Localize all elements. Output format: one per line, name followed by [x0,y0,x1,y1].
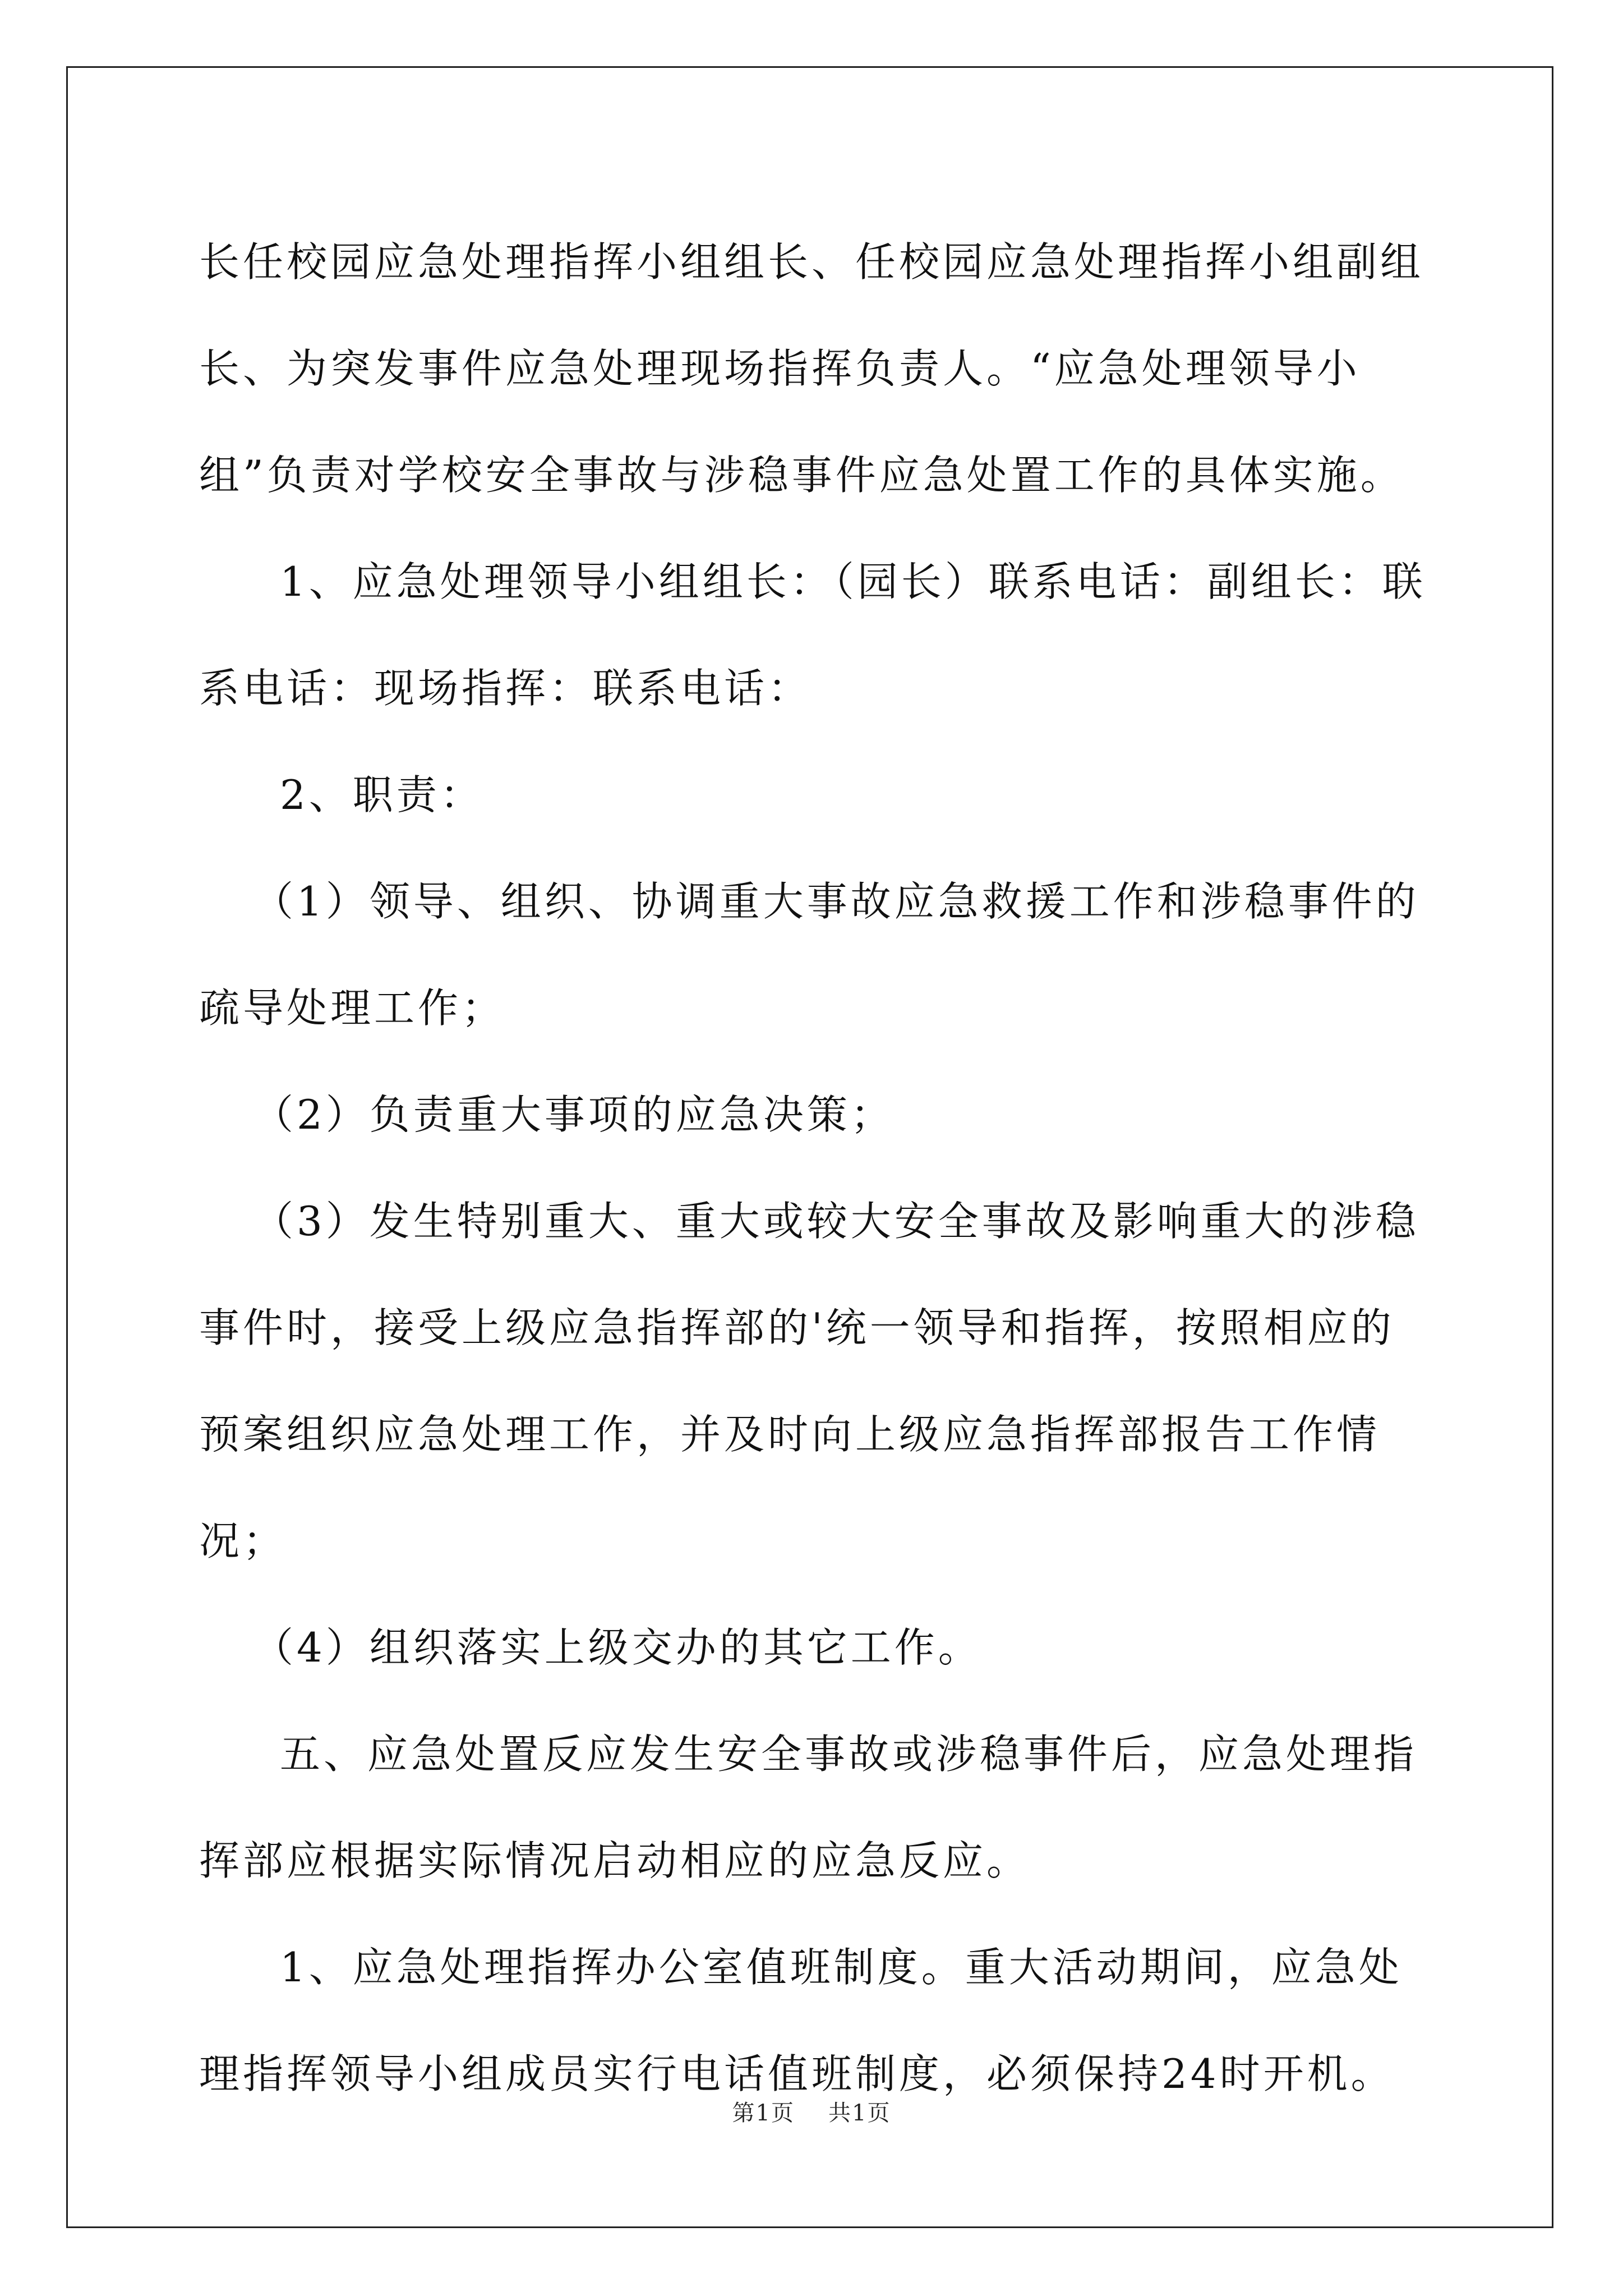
paragraph: （1）领导、组织、协调重大事故应急救援工作和涉稳事件的疏导处理工作； [199,878,1419,1032]
paragraph: 长任校园应急处理指挥小组组长、任校园应急处理指挥小组副组长、为突发事件应急处理现场指挥负责人。“应急处理领导小组”负责对学校安全事故与涉稳事件应急处置工作的具体实施。 [199,238,1424,499]
paragraph: 1、应急处理领导小组组长：（园长）联系电话：副组长：联系电话：现场指挥：联系电话： [199,558,1426,712]
page-total: 共1页 [828,2100,891,2126]
paragraph: 2、职责： [280,771,484,818]
paragraph: 1、应急处理指挥办公室值班制度。重大活动期间，应急处理指挥领导小组成员实行电话值班制度，必须保持24时开机。 [199,1944,1403,2097]
paragraph: （2）负责重大事项的应急决策； [253,1091,895,1138]
paragraph: （3）发生特别重大、重大或较大安全事故及影响重大的涉稳事件时，接受上级应急指挥部的'统一领导和指挥，按照相应的预案组织应急处理工作，并及时向上级应急指挥部报告工作情况； [199,1198,1419,1565]
document-body [199,209,1427,2127]
page-number: 第1页 [732,2100,795,2126]
paragraph: （4）组织落实上级交办的其它工作。 [253,1624,982,1671]
page-footer [0,2095,1623,2127]
paragraph: 五、应急处置反应发生安全事故或涉稳事件后，应急处理指挥部应根据实际情况启动相应的应急反应。 [199,1731,1418,1884]
